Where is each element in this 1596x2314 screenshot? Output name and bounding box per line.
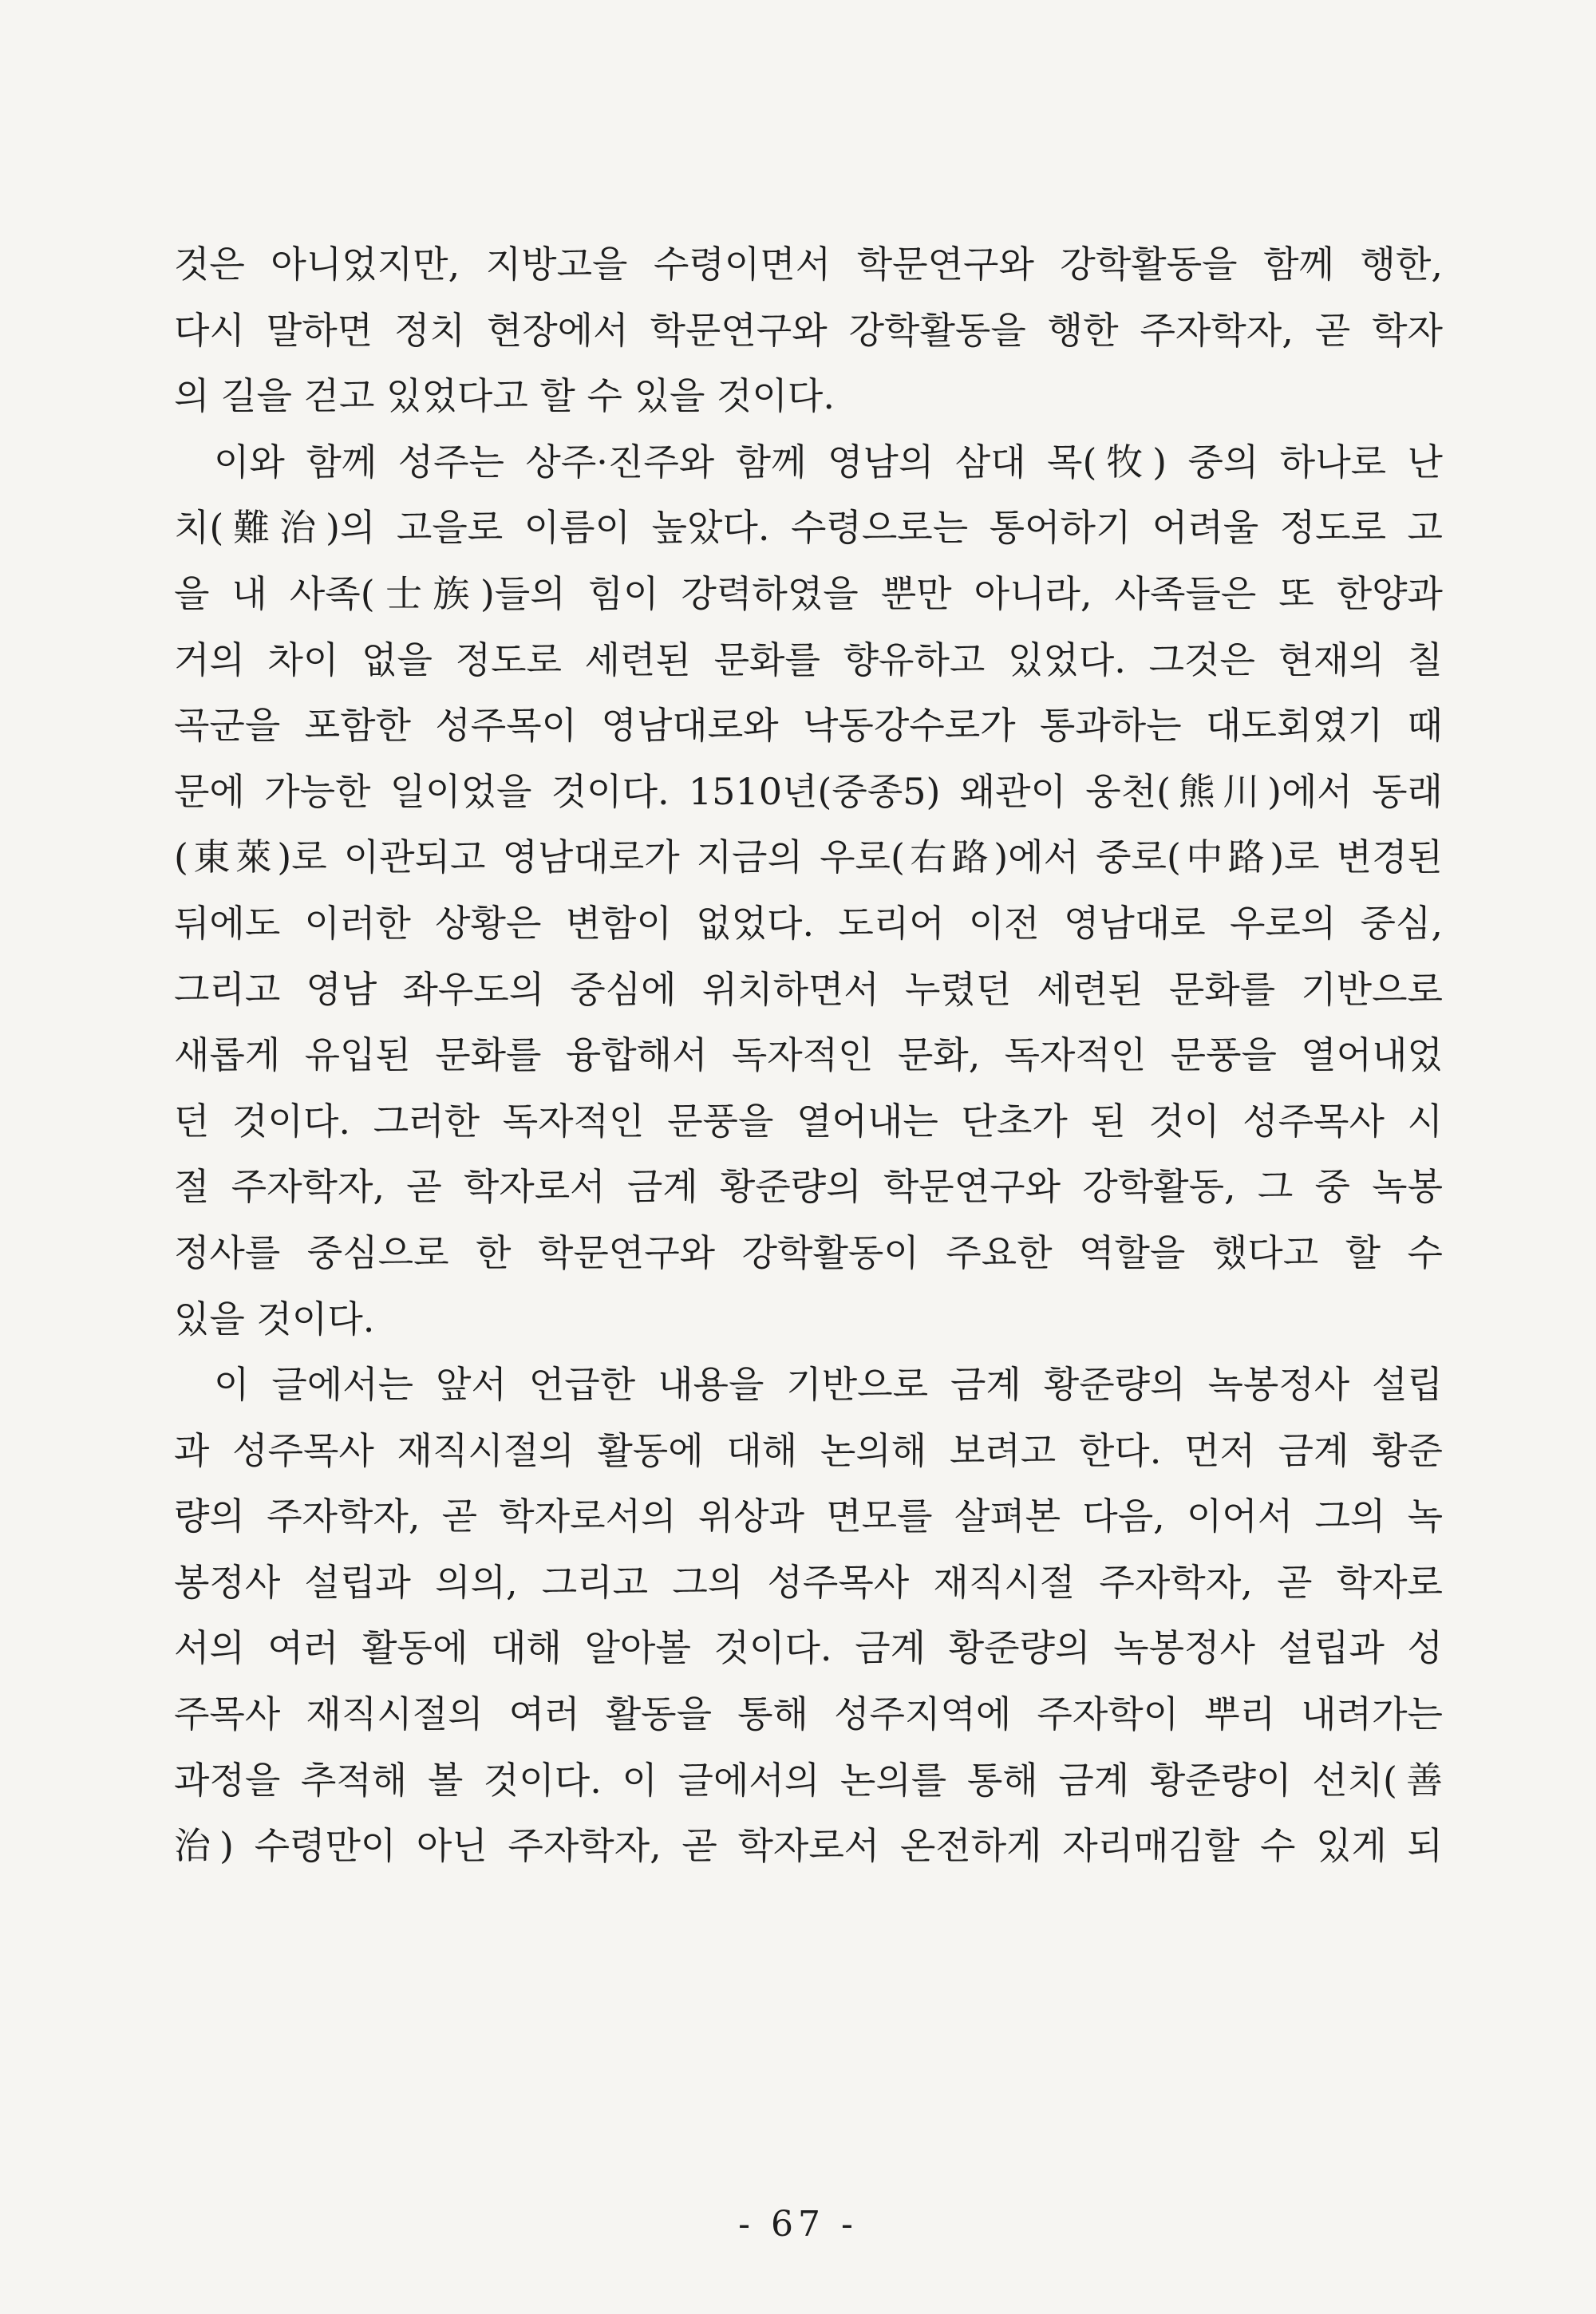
- text-line: (東萊)로 이관되고 영남대로가 지금의 우로(右路)에서 중로(中路)로 변경된: [174, 835, 1443, 879]
- text-line: 서의 여러 활동에 대해 알아볼 것이다. 금계 황준량의 녹봉정사 설립과 성: [174, 1626, 1443, 1670]
- text-line: 의 길을 걷고 있었다고 할 수 있을 것이다.: [174, 374, 835, 418]
- text-line: 량의 주자학자, 곧 학자로서의 위상과 면모를 살펴본 다음, 이어서 그의 녹: [174, 1495, 1443, 1538]
- text-line: 던 것이다. 그러한 독자적인 문풍을 열어내는 단초가 된 것이 성주목사 시: [174, 1099, 1443, 1143]
- paragraph: [174, 231, 1443, 429]
- text-line: 주목사 재직시절의 여러 활동을 통해 성주지역에 주자학이 뿌리 내려가는: [174, 1692, 1443, 1736]
- text-line: 거의 차이 없을 정도로 세련된 문화를 향유하고 있었다. 그것은 현재의 칠: [174, 638, 1443, 681]
- text-line: 절 주자학자, 곧 학자로서 금계 황준량의 학문연구와 강학활동, 그 중 녹봉: [174, 1165, 1443, 1209]
- text-line: 것은 아니었지만, 지방고을 수령이면서 학문연구와 강학활동을 함께 행한,: [174, 243, 1443, 286]
- text-line: 을 내 사족(士族)들의 힘이 강력하였을 뿐만 아니라, 사족들은 또 한양과: [174, 571, 1443, 615]
- text-line: 있을 것이다.: [174, 1297, 375, 1341]
- text-line: 이 글에서는 앞서 언급한 내용을 기반으로 금계 황준량의 녹봉정사 설립: [214, 1363, 1443, 1407]
- text-line: 치(難治)의 고을로 이름이 높았다. 수령으로는 통어하기 어려울 정도로 고: [174, 506, 1443, 550]
- text-line: 이와 함께 성주는 상주·진주와 함께 영남의 삼대 목(牧) 중의 하나로 난: [214, 440, 1443, 484]
- body-text: [174, 231, 1443, 1879]
- text-line: 과정을 추적해 볼 것이다. 이 글에서의 논의를 통해 금계 황준량이 선치(善: [174, 1758, 1443, 1802]
- paragraph: [174, 1352, 1443, 1879]
- text-line: 새롭게 유입된 문화를 융합해서 독자적인 문화, 독자적인 문풍을 열어내었: [174, 1033, 1443, 1077]
- text-line: 뒤에도 이러한 상황은 변함이 없었다. 도리어 이전 영남대로 우로의 중심,: [174, 901, 1443, 945]
- text-line: 과 성주목사 재직시절의 활동에 대해 논의해 보려고 한다. 먼저 금계 황준: [174, 1428, 1443, 1472]
- text-line: 다시 말하면 정치 현장에서 학문연구와 강학활동을 행한 주자학자, 곧 학자: [174, 308, 1443, 352]
- text-line: 봉정사 설립과 의의, 그리고 그의 성주목사 재직시절 주자학자, 곧 학자로: [174, 1560, 1443, 1604]
- text-line: 그리고 영남 좌우도의 중심에 위치하면서 누렸던 세련된 문화를 기반으로: [174, 967, 1443, 1011]
- text-line: 治) 수령만이 아닌 주자학자, 곧 학자로서 온전하게 자리매김할 수 있게 되: [174, 1824, 1443, 1868]
- text-line: 문에 가능한 일이었을 것이다. 1510년(중종5) 왜관이 웅천(熊川)에서 동래: [174, 769, 1443, 813]
- paragraph: [174, 429, 1443, 1352]
- text-line: 정사를 중심으로 한 학문연구와 강학활동이 주요한 역할을 했다고 할 수: [174, 1230, 1443, 1274]
- text-line: 곡군을 포함한 성주목이 영남대로와 낙동강수로가 통과하는 대도회였기 때: [174, 704, 1443, 748]
- page-number: - 67 -: [738, 2204, 858, 2245]
